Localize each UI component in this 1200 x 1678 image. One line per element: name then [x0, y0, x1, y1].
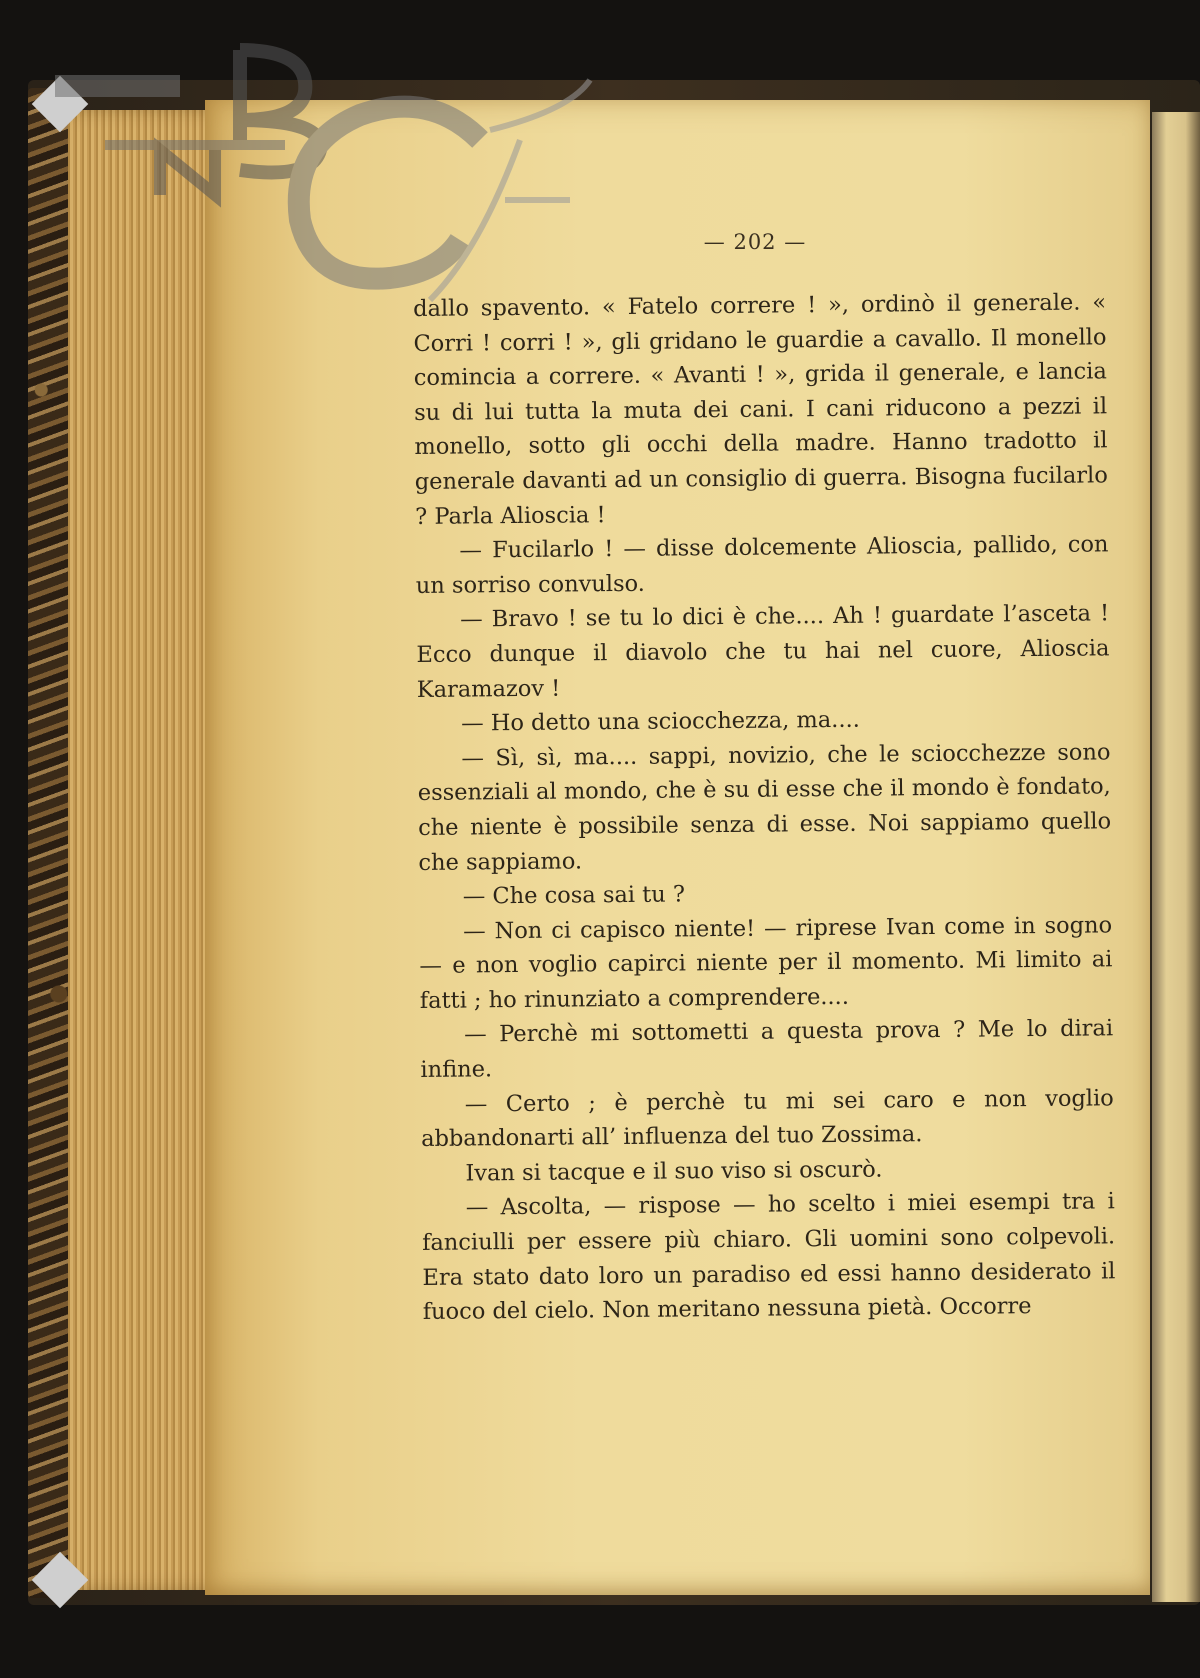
paragraph: Ivan si tacque e il suo viso si oscurò.	[465, 1156, 883, 1187]
paragraph: dallo spavento. « Fatelo correre ! », ordinò il generale. « Corri ! corri ! », gli gridano le guardie a cavallo. Il monello comincia a correre. « Avanti ! », grida il generale, e lancia su di lui tutta la muta dei cani. I cani riducono a pezzi il monello, sotto gli occhi della madre. Hanno tradotto il generale davanti ad un consiglio di guerra. Bisogna fucilarlo ? Parla Alioscia !	[413, 289, 1108, 530]
paragraph: — Fucilarlo ! — disse dolcemente Alioscia, pallido, con un sorriso convulso.	[415, 531, 1109, 599]
bncf-watermark-logo	[50, 20, 610, 320]
page-number: — 202 —	[703, 230, 807, 254]
paragraph: — Ascolta, — rispose — ho scelto i miei esempi tra i fanciulli per essere più chiaro. Gli uomini sono colpevoli. Era stato dato loro un paradiso ed essi hanno desiderato il fuoco del cielo. Non meritano nessuna pietà. Occorre	[422, 1188, 1116, 1326]
paragraph: — Certo ; è perchè tu mi sei caro e non voglio abbandonarti all’ influenza del tuo Zossima.	[421, 1084, 1114, 1153]
facing-page-edge	[1152, 112, 1200, 1602]
paragraph: — Bravo ! se tu lo dici è che.... Ah ! guardate l’asceta ! Ecco dunque il diavolo che tu hai nel cuore, Alioscia Karamazov !	[416, 600, 1110, 703]
paragraph: — Perchè mi sottometti a questa prova ? Me lo dirai infine.	[420, 1015, 1114, 1084]
paragraph: — Ho detto una sciocchezza, ma....	[461, 706, 860, 737]
paragraph: — Non ci capisco niente! — riprese Ivan come in sogno — e non voglio capirci niente per il momento. Mi limito ai fatti ; ho rinunziato a comprendere....	[419, 912, 1113, 1014]
page-text	[413, 285, 1116, 1329]
paragraph: — Che cosa sai tu ?	[462, 881, 686, 910]
paragraph: — Sì, sì, ma.... sappi, novizio, che le sciocchezze sono essenziali al mondo, che è su di esse che il mondo è fondato, che niente è possibile senza di esse. Noi sappiamo quello che sappiamo.	[417, 739, 1112, 876]
